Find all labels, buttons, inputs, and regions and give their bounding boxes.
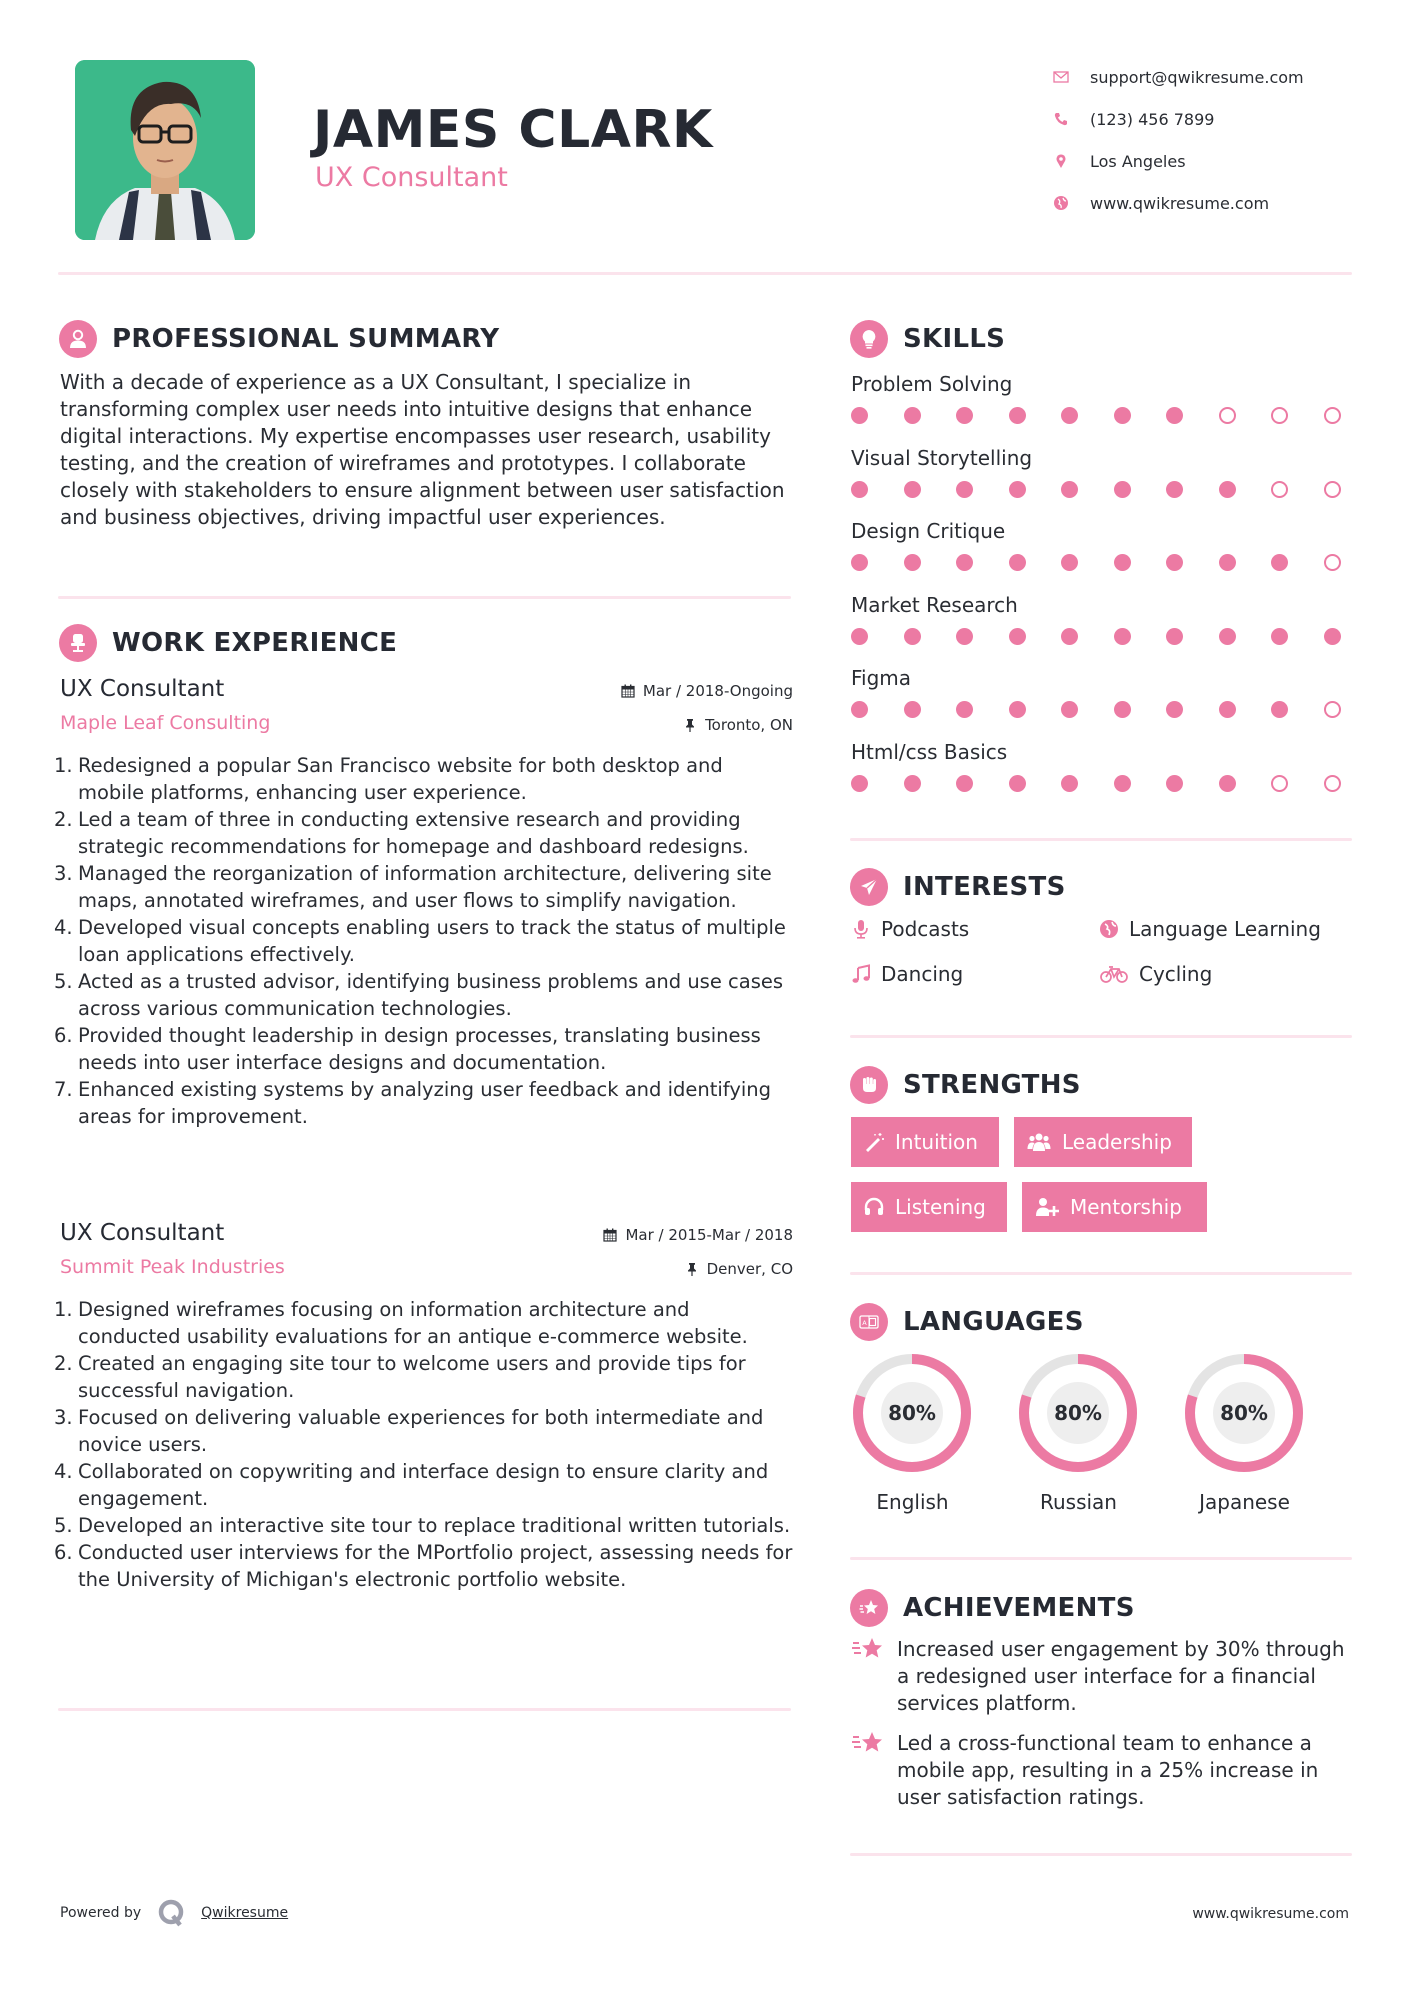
- job-bullet: 4. Developed visual concepts enabling users to track the status of multiple loan applications effectively.: [54, 916, 786, 966]
- shooting-star-icon: [851, 1634, 885, 1664]
- job-bullet: 2. Led a team of three in conducting extensive research and providing strategic recommendations for homepage and dashboard redesigns.: [54, 808, 749, 858]
- office-chair-icon: [59, 624, 97, 662]
- contact-location-text: Los Angeles: [1090, 151, 1186, 171]
- languages-heading: A LANGUAGES: [850, 1303, 1084, 1341]
- paper-plane-icon: [850, 868, 888, 906]
- rating-dot-filled: [956, 701, 973, 718]
- person-portrait-image: [75, 60, 255, 240]
- achievement-item: Led a cross-functional team to enhance a mobile app, resulting in a 25% increase in user satisfaction ratings.: [851, 1730, 1351, 1811]
- interest-item: Cycling: [1099, 959, 1351, 988]
- job-dates: Mar / 2018-Ongoing: [621, 682, 793, 700]
- skill-item: [851, 590, 1351, 664]
- rating-dot-filled: [1114, 407, 1131, 424]
- rating-dot-filled: [904, 481, 921, 498]
- languages-divider: [850, 1557, 1352, 1560]
- experience-divider: [58, 1708, 791, 1711]
- rating-dot-filled: [1219, 775, 1236, 792]
- language-name: Japanese: [1199, 1490, 1290, 1514]
- rating-dot-empty: [1219, 407, 1236, 424]
- rating-dot-filled: [1271, 701, 1288, 718]
- rating-dot-filled: [956, 554, 973, 571]
- summary-heading: PROFESSIONAL SUMMARY: [59, 320, 499, 358]
- rating-dot-filled: [1009, 481, 1026, 498]
- music-note-icon: [851, 964, 871, 984]
- rating-dot-filled: [904, 701, 921, 718]
- rating-dot-filled: [1114, 628, 1131, 645]
- rating-dot-filled: [1166, 701, 1183, 718]
- rating-dot-filled: [1061, 701, 1078, 718]
- rating-dot-filled: [1061, 407, 1078, 424]
- rating-dot-filled: [1009, 407, 1026, 424]
- lightbulb-icon: [850, 320, 888, 358]
- strength-chip: Listening: [851, 1182, 1007, 1232]
- skills-divider: [850, 838, 1352, 841]
- translate-icon: [850, 1303, 888, 1341]
- rating-dot-filled: [956, 481, 973, 498]
- contact-phone-text: (123) 456 7899: [1090, 109, 1215, 129]
- users-icon: [1026, 1131, 1052, 1153]
- user-plus-icon: [1034, 1196, 1060, 1218]
- skill-name: Html/css Basics: [851, 739, 1008, 764]
- rating-dot-filled: [851, 481, 868, 498]
- qwikresume-link[interactable]: Qwikresume: [201, 1905, 289, 1921]
- job-bullet: 7. Enhanced existing systems by analyzing user feedback and identifying areas for improvement.: [54, 1078, 772, 1128]
- map-pin-icon: [1052, 152, 1070, 170]
- envelope-icon: [1052, 68, 1070, 86]
- skill-name: Market Research: [851, 592, 1018, 617]
- skill-rating: [851, 481, 1341, 498]
- skill-item: [851, 443, 1351, 517]
- skill-item: [851, 516, 1351, 590]
- rating-dot-filled: [1061, 554, 1078, 571]
- interest-item: Podcasts: [851, 914, 1099, 943]
- language-progress-ring: [1183, 1352, 1305, 1474]
- achievements-heading: ACHIEVEMENTS: [850, 1589, 1135, 1627]
- job-company: Maple Leaf Consulting: [60, 712, 271, 734]
- job-location: Toronto, ON: [683, 716, 793, 734]
- rating-dot-filled: [851, 554, 868, 571]
- language-name: English: [876, 1490, 949, 1514]
- rating-dot-filled: [1114, 701, 1131, 718]
- rating-dot-empty: [1271, 775, 1288, 792]
- magic-wand-icon: [863, 1131, 885, 1153]
- language-percent: 80%: [881, 1382, 943, 1444]
- languages-list: [851, 1352, 1349, 1514]
- contact-info: [1050, 56, 1390, 224]
- rating-dot-filled: [1166, 554, 1183, 571]
- calendar-icon: [621, 684, 635, 698]
- skill-name: Visual Storytelling: [851, 445, 1033, 470]
- job-company: Summit Peak Industries: [60, 1256, 285, 1278]
- job-bullet: 6. Conducted user interviews for the MPortfolio project, assessing needs for the University of Michigan's electronic portfolio website.: [54, 1541, 793, 1591]
- rating-dot-filled: [1114, 775, 1131, 792]
- rating-dot-filled: [1271, 628, 1288, 645]
- rating-dot-filled: [1114, 481, 1131, 498]
- header-divider: [58, 272, 1352, 275]
- rating-dot-filled: [1166, 481, 1183, 498]
- rating-dot-filled: [1009, 775, 1026, 792]
- thumbtack-icon: [685, 1262, 699, 1276]
- rating-dot-filled: [851, 775, 868, 792]
- rating-dot-filled: [1061, 628, 1078, 645]
- rating-dot-filled: [904, 775, 921, 792]
- rating-dot-filled: [1219, 481, 1236, 498]
- language-name: Russian: [1039, 1490, 1117, 1514]
- job-dates: Mar / 2015-Mar / 2018: [603, 1226, 793, 1244]
- calendar-icon: [603, 1228, 617, 1242]
- candidate-name: JAMES CLARK: [313, 100, 713, 160]
- language-item: [1183, 1352, 1306, 1514]
- job-title: UX Consultant: [60, 1220, 225, 1246]
- strengths-list: [851, 1117, 1351, 1247]
- contact-website-text: www.qwikresume.com: [1090, 193, 1270, 213]
- bicycle-icon: [1099, 964, 1129, 984]
- interests-divider: [850, 1035, 1352, 1038]
- achievements-list: [851, 1636, 1351, 1824]
- microphone-icon: [851, 919, 871, 939]
- strength-chip: Intuition: [851, 1117, 999, 1167]
- shooting-star-icon: [850, 1589, 888, 1627]
- footer-powered-by: Powered by Qwikresume: [60, 1898, 288, 1928]
- svg-text:A: A: [862, 1319, 867, 1327]
- summary-text: With a decade of experience as a UX Consultant, I specialize in transforming complex user needs into intuitive designs that enhance digital interactions. My expertise encompasses user research, usability testing, and the creation of wireframes and prototypes. I collaborate closely with stakeholders to ensure alignment between user satisfaction and business objectives, driving impactful user experiences.: [60, 370, 785, 529]
- experience-heading: WORK EXPERIENCE: [59, 624, 397, 662]
- rating-dot-filled: [956, 628, 973, 645]
- globe-icon: [1052, 194, 1070, 212]
- job-title: UX Consultant: [60, 676, 225, 702]
- rating-dot-filled: [904, 554, 921, 571]
- skill-name: Figma: [851, 666, 912, 690]
- user-icon: [59, 320, 97, 358]
- rating-dot-empty: [1324, 407, 1341, 424]
- job-bullet: 5. Developed an interactive site tour to replace traditional written tutorials.: [54, 1514, 791, 1537]
- rating-dot-empty: [1324, 554, 1341, 571]
- job-bullet: 1. Designed wireframes focusing on information architecture and conducted usability evaluations for an antique e-commerce website.: [54, 1298, 748, 1348]
- rating-dot-filled: [1271, 554, 1288, 571]
- rating-dot-filled: [851, 628, 868, 645]
- rating-dot-filled: [1114, 554, 1131, 571]
- language-item: [1017, 1352, 1140, 1514]
- thumbtack-icon: [683, 718, 697, 732]
- skill-item: [851, 737, 1351, 811]
- contact-phone[interactable]: [1050, 98, 1390, 140]
- skill-rating: [851, 628, 1341, 645]
- achievement-item: Increased user engagement by 30% through a redesigned user interface for a financial services platform.: [851, 1636, 1351, 1717]
- interest-item: Language Learning: [1099, 914, 1351, 943]
- rating-dot-empty: [1324, 481, 1341, 498]
- rating-dot-filled: [1219, 554, 1236, 571]
- qwikresume-logo-icon: [157, 1898, 187, 1928]
- profile-photo: [75, 60, 255, 240]
- rating-dot-filled: [1219, 701, 1236, 718]
- language-percent: 80%: [1047, 1382, 1109, 1444]
- contact-website[interactable]: [1050, 182, 1390, 224]
- skill-name: Problem Solving: [851, 372, 1013, 396]
- raised-fist-icon: [850, 1066, 888, 1104]
- shooting-star-icon: [851, 1728, 885, 1758]
- rating-dot-filled: [1166, 407, 1183, 424]
- interests-list: [851, 914, 1351, 988]
- job-bullet: 2. Created an engaging site tour to welcome users and provide tips for successful navigation.: [54, 1352, 746, 1402]
- rating-dot-filled: [1009, 628, 1026, 645]
- job-entry: [54, 676, 793, 1130]
- job-entry: [54, 1220, 793, 1593]
- achievements-divider: [850, 1853, 1352, 1856]
- rating-dot-filled: [904, 407, 921, 424]
- rating-dot-filled: [1009, 701, 1026, 718]
- job-bullet: 6. Provided thought leadership in design processes, translating business needs into user interface designs and documentation.: [54, 1024, 761, 1074]
- phone-icon: [1052, 110, 1070, 128]
- rating-dot-filled: [1219, 628, 1236, 645]
- rating-dot-empty: [1271, 407, 1288, 424]
- rating-dot-filled: [1061, 775, 1078, 792]
- rating-dot-filled: [904, 628, 921, 645]
- rating-dot-filled: [956, 407, 973, 424]
- rating-dot-filled: [851, 407, 868, 424]
- job-bullet: 3. Focused on delivering valuable experiences for both intermediate and novice users.: [54, 1406, 764, 1456]
- rating-dot-empty: [1324, 775, 1341, 792]
- globe-icon: [1099, 919, 1119, 939]
- skills-heading: SKILLS: [850, 320, 1005, 358]
- job-location: Denver, CO: [685, 1260, 793, 1278]
- rating-dot-filled: [1166, 775, 1183, 792]
- rating-dot-empty: [1324, 701, 1341, 718]
- skill-item: [851, 663, 1351, 737]
- job-bullets: [54, 1296, 793, 1593]
- strength-chip: Leadership: [1014, 1117, 1192, 1167]
- job-bullet: 3. Managed the reorganization of information architecture, delivering site maps, annotated wireframes, and user flows to simplify navigation.: [54, 862, 772, 912]
- job-bullet: 4. Collaborated on copywriting and interface design to ensure clarity and engagement.: [54, 1460, 769, 1510]
- interests-heading: INTERESTS: [850, 868, 1066, 906]
- candidate-title: UX Consultant: [315, 162, 508, 193]
- skill-rating: [851, 554, 1341, 571]
- rating-dot-filled: [1009, 554, 1026, 571]
- footer-website[interactable]: www.qwikresume.com: [1192, 1906, 1349, 1922]
- headphones-icon: [863, 1196, 885, 1218]
- strength-chip: Mentorship: [1022, 1182, 1207, 1232]
- skill-item: [851, 369, 1351, 443]
- skill-name: Design Critique: [851, 519, 1006, 543]
- rating-dot-filled: [851, 701, 868, 718]
- strengths-divider: [850, 1272, 1352, 1275]
- contact-email-text: support@qwikresume.com: [1090, 67, 1304, 87]
- rating-dot-filled: [1166, 628, 1183, 645]
- contact-email[interactable]: [1050, 56, 1390, 98]
- job-bullets: [54, 752, 793, 1130]
- rating-dot-filled: [1061, 481, 1078, 498]
- skill-rating: [851, 775, 1341, 792]
- contact-location: [1050, 140, 1390, 182]
- skills-list: [851, 369, 1351, 810]
- rating-dot-empty: [1271, 481, 1288, 498]
- language-progress-ring: [851, 1352, 973, 1474]
- skill-rating: [851, 407, 1341, 424]
- rating-dot-filled: [956, 775, 973, 792]
- skill-rating: [851, 701, 1341, 718]
- interest-item: Dancing: [851, 959, 1099, 988]
- rating-dot-filled: [1324, 628, 1341, 645]
- job-bullet: 1. Redesigned a popular San Francisco website for both desktop and mobile platforms, enhancing user experience.: [54, 754, 723, 804]
- language-item: [851, 1352, 974, 1514]
- job-bullet: 5. Acted as a trusted advisor, identifying business problems and use cases across various communication technologies.: [54, 970, 784, 1020]
- language-percent: 80%: [1213, 1382, 1275, 1444]
- language-progress-ring: [1017, 1352, 1139, 1474]
- summary-divider: [58, 596, 791, 599]
- strengths-heading: STRENGTHS: [850, 1066, 1081, 1104]
